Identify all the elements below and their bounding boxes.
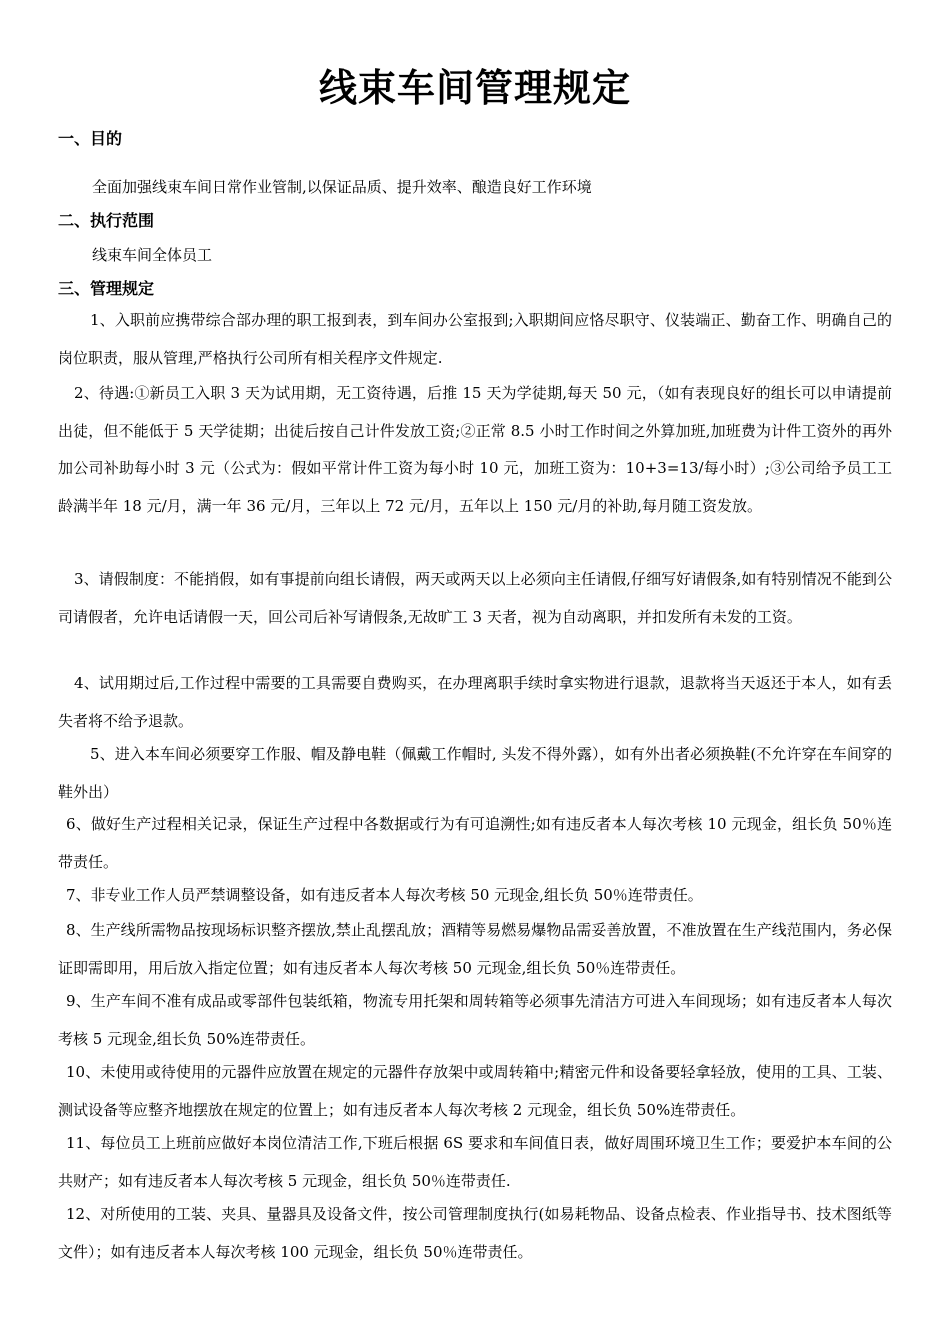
rule-item-7: 7、非专业工作人员严禁调整设备，如有违反者本人每次考核 50 元现金,组长负 50％连带责任。 xyxy=(66,886,703,904)
section-heading-purpose: 一、目的 xyxy=(58,129,123,148)
rule-item-9: 9、生产车间不准有成品或零部件包装纸箱，物流专用托架和周转箱等必须事先清洁方可进入车间现场；如有违反者本人每次考核 5 元现金,组长负 50%连带责任。 xyxy=(58,992,892,1048)
rule-item-1: 1、入职前应携带综合部办理的职工报到表，到车间办公室报到;入职期间应恪尽职守、仪装端正、勤奋工作、明确自己的岗位职责，服从管理,严格执行公司所有相关程序文件规定. xyxy=(58,311,892,367)
document-title: 线束车间管理规定 xyxy=(318,66,631,110)
section-heading-rules: 三、管理规定 xyxy=(58,279,155,298)
rule-item-12: 12、对所使用的工装、夹具、量器具及设备文件，按公司管理制度执行(如易耗物品、设备点检表、作业指导书、技术图纸等文件）；如有违反者本人每次考核 100 元现金，组长负 50％连带责任。 xyxy=(58,1205,892,1261)
rule-item-4: 4、试用期过后,工作过程中需要的工具需要自费购买，在办理离职手续时拿实物进行退款，退款将当天返还于本人，如有丢失者将不给予退款。 xyxy=(58,674,892,730)
rule-item-10: 10、未使用或待使用的元器件应放置在规定的元器件存放架中或周转箱中;精密元件和设备要轻拿轻放，使用的工具、工装、测试设备等应整齐地摆放在规定的位置上；如有违反者本人每次考核 2 元现金，组长负 50%连带责任。 xyxy=(58,1063,892,1119)
section-heading-scope: 二、执行范围 xyxy=(58,211,155,230)
purpose-text: 全面加强线束车间日常作业管制,以保证品质、提升效率、酿造良好工作环境 xyxy=(92,178,592,196)
scope-text: 线束车间全体员工 xyxy=(92,246,213,264)
rule-item-3: 3、请假制度：不能捎假，如有事提前向组长请假，两天或两天以上必须向主任请假,仔细写好请假条,如有特别情况不能到公司请假者，允许电话请假一天，回公司后补写请假条,无故旷工 3 天者，视为自动离职，并扣发所有未发的工资。 xyxy=(58,570,892,626)
rule-item-11: 11、每位员工上班前应做好本岗位清洁工作,下班后根据 6S 要求和车间值日表，做好周围环境卫生工作；要爱护本车间的公共财产；如有违反者本人每次考核 5 元现金，组长负 50％连带责任. xyxy=(58,1134,892,1190)
rule-item-6: 6、做好生产过程相关记录，保证生产过程中各数据或行为有可追溯性;如有违反者本人每次考核 10 元现金，组长负 50％连带责任。 xyxy=(58,815,892,871)
rule-item-5: 5、进入本车间必须要穿工作服、帽及静电鞋（佩戴工作帽时, 头发不得外露），如有外出者必须换鞋(不允许穿在车间穿的鞋外出） xyxy=(58,745,892,801)
rule-item-2: 2、待遇:①新员工入职 3 天为试用期，无工资待遇，后推 15 天为学徒期,每天 50 元，（如有表现良好的组长可以申请提前出徒，但不能低于 5 天学徒期；出徒后按自己计件发放工资;②正常 8.5 小时工作时间之外算加班,加班费为计件工资外的再外加公司补助每小时 3 元（公式为：假如平常计件工资为每小时 10 元，加班工资为：10+3=13/每小时）;③公司给予员工工龄满半年 18 元/月，满一年 36 元/月，三年以上 72 元/月，五年以上 150 元/月的补助,每月随工资发放。 xyxy=(58,384,892,515)
rule-item-8: 8、生产线所需物品按现场标识整齐摆放,禁止乱摆乱放；酒精等易燃易爆物品需妥善放置，不准放置在生产线范围内，务必保证即需即用，用后放入指定位置；如有违反者本人每次考核 50 元现金,组长负 50％连带责任。 xyxy=(58,921,892,977)
